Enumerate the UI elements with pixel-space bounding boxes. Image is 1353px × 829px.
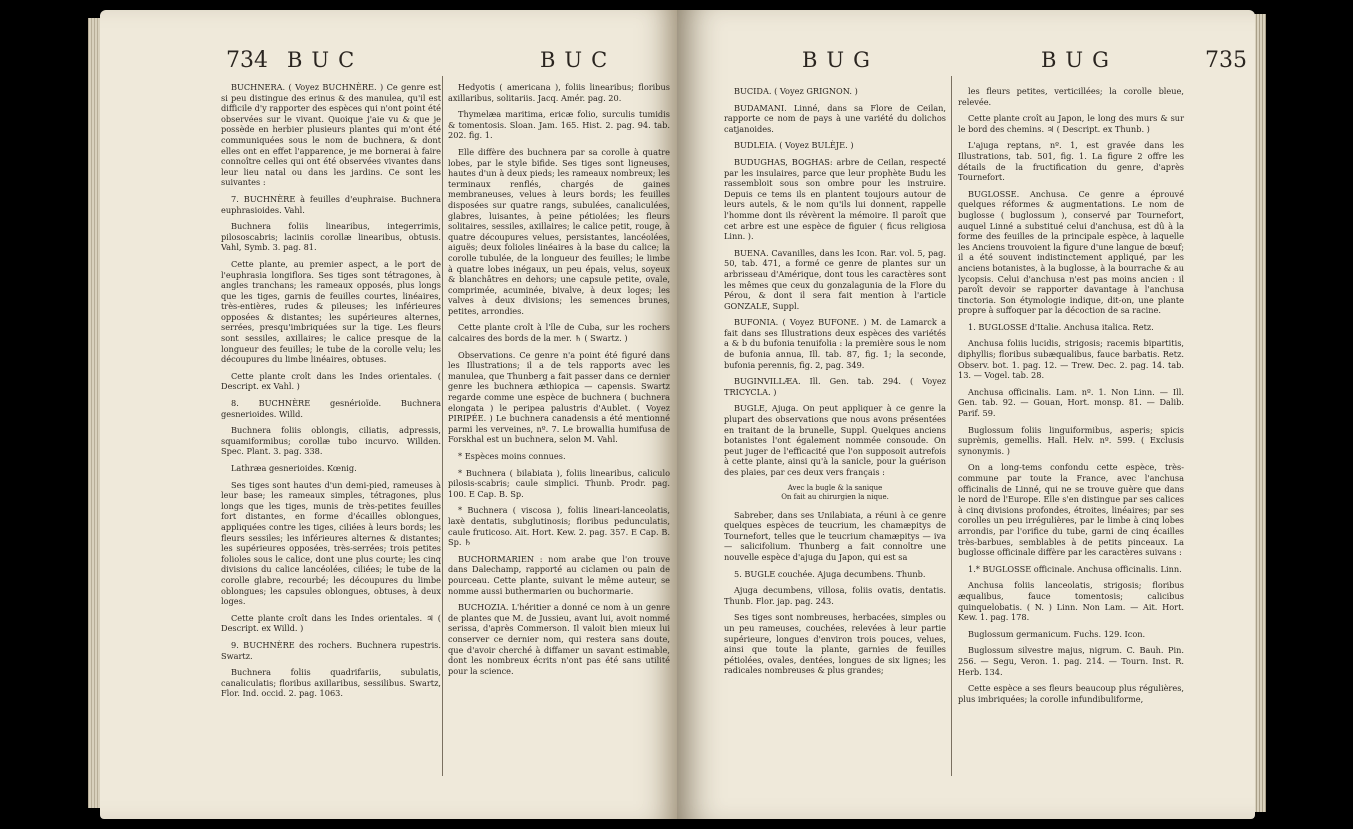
paragraph: Buchnera foliis quadrifariis, subulatis, canaliculatis; floribus axillaribus, sessilibus. Swartz, Flor. Ind. occid. 2. pag. 1063. xyxy=(221,667,441,699)
running-head-right: BUG xyxy=(1041,48,1118,72)
paragraph: Ajuga decumbens, villosa, foliis ovatis, dentatis. Thunb. Flor. jap. pag. 243. xyxy=(724,585,946,606)
paragraph: Buchnera foliis oblongis, ciliatis, adpressis, squamiformibus; corollæ tubo incurvo. Willden. Spec. Plant. 3. pag. 338. xyxy=(221,425,441,457)
paragraph: Lathræa gesnerioides. Kœnig. xyxy=(231,463,357,473)
text-column-2 xyxy=(448,82,670,682)
paragraph: Cette plante croît dans les Indes orientales. ( Descript. ex Vahl. ) xyxy=(221,370,441,392)
paragraph: BUFONIA. ( Voyez BUFONE. ) M. de Lamarck a fait dans ses Illustrations deux espèces des variétés a & b du bufonia tenuifolia : la première sous le nom de bufonia annua, Ill. tab. 87, fig. 1; la seconde, bufonia perennis, fig. 2, pag. 349. xyxy=(724,317,946,370)
paragraph: Cette plante, au premier aspect, a le port de l'euphrasia longiflora. Ses tiges sont tétragones, à angles tranchans; les rameaux opposés, plus longs que les tiges, garnis de feuilles courtes, linéaires, très-entières, rudes & pileuses; les inférieures opposées & distantes; les supérieures alternes, serrées, presqu'imbriquées sur la tige. Les fleurs sont sessiles, axillaires; le calice presque de la longueur des feuilles; le tube de la corolle velu; les découpures du limbe linéaires, obtuses. xyxy=(221,258,441,365)
paragraph: BUDAMANI. Linné, dans sa Flore de Ceilan, rapporte ce nom de pays à une variété du dolichos catjanoides. xyxy=(724,102,946,134)
paragraph: Buglossum germanicum. Fuchs. 129. Icon. xyxy=(968,628,1146,639)
paragraph: BUGLE, Ajuga. On peut appliquer à ce genre la plupart des observations que nous avons présentées en traitant de la brunelle, Suppl. Quelques anciens botanistes l'ont également nommée consoude. On peut juger de l'efficacité que l'on supposoit autrefois à cette plante, ainsi qu'à la sanicle, pour la guérison des plaies, par ces deux vers français : xyxy=(724,403,946,477)
paragraph: Buglossum foliis linguiformibus, asperis; spicis suprèmis, gemellis. Hall. Helv. nº. 599. ( Exclusis synonymis. ) xyxy=(958,424,1184,456)
paragraph: BUGLOSSE. Anchusa. Ce genre a éprouvé quelques réformes & augmentations. Le nom de buglosse ( buglossum ), conservé par Tournefort, auquel Linné a substitué celui d'anchusa, est dû à la forme des feuilles de la principale espèce, à laquelle les Anciens trouvoient la figure d'une langue de bœuf; il a été souvent indistinctement appliqué, par les anciens botanistes, à la buglosse, à la bourrache & au lycopsis. Celui d'anchusa n'est pas moins ancien : il paroît devoir se rapporter davantage à l'anchusa tinctoria. Son étymologie indique, dit-on, une plante propre à suffoquer par la décoction de sa racine. xyxy=(958,188,1184,316)
paragraph: Anchusa officinalis. Lam. nº. 1. Non Linn. — Ill. Gen. tab. 92. — Gouan, Hort. monsp. 81. — Dalib. Parif. 59. xyxy=(958,386,1184,419)
page-number: 734 xyxy=(226,48,268,73)
paragraph: On a long-tems confondu cette espèce, très-commune par toute la France, avec l'anchusa officinalis de Linné, qui ne se trouve guère que dans le nord de l'Europe. Elle s'en distingue par ses calices à cinq divisions profondes, étroites, linéaires; par ses corolles un peu irrégulières, par le limbe à cinq lobes arrondis, par l'orifice du tube, garni de cinq écailles très-barbues, semblables à de petits pinceaux. La buglosse officinale diffère par les caractères suivans : xyxy=(958,462,1184,558)
paragraph: BUENA. Cavanilles, dans les Icon. Rar. vol. 5, pag. 50, tab. 471, a formé ce genre de plantes sur un arbrisseau d'Amérique, dont tous les caractères sont les mêmes que ceux du gonzalagunia de la Flore du Pérou, & dont il sera fait mention à l'article GONZALE, Suppl. xyxy=(724,247,946,311)
paragraph: * Espèces moins connues. xyxy=(458,451,566,461)
paragraph: Thymelæa maritima, ericæ folio, surculis tumidis & tomentosis. Sloan. Jam. 165. Hist. 2. pag. 94. tab. 202. fig. 1. xyxy=(448,109,670,141)
paragraph: Hedyotis ( americana ), foliis linearibus; floribus axillaribus, solitariis. Jacq. Amér. pag. 20. xyxy=(448,82,670,103)
paragraph: 7. BUCHNÈRE à feuilles d'euphraise. Buchnera euphrasioides. Vahl. xyxy=(221,193,441,215)
paragraph: BUDLEIA. ( Voyez BULÈJE. ) xyxy=(734,140,854,151)
paragraph: 1.* BUGLOSSE officinale. Anchusa officinalis. Linn. xyxy=(968,563,1182,574)
paragraph: * Buchnera ( viscosa ), foliis lineari-lanceolatis, laxè dentatis, subglutinosis; floribus pedunculatis, caule fruticoso. Ait. Hort. Kew. 2. pag. 357. E Cap. B. Sp. ♄ xyxy=(448,505,670,548)
paragraph: Ses tiges sont hautes d'un demi-pied, rameuses à leur base; les rameaux simples, tétragones, plus longs que les tiges, munis de très-petites feuilles fort distantes, en forme d'écailles oblongues, appliquées contre les tiges, ciliées à leurs bords; les fleurs sessiles; les inférieures alternes & distantes; les supérieures opposées, très-serrées; trois petites folioles sous le calice, dont une plus courte; les cinq divisions du calice lancéolées, ciliées; le tube de la corolle glabre, recourbé; les découpures du limbe oblongues; les capsules oblongues, obtuses, à deux loges. xyxy=(221,479,441,607)
paragraph: 5. BUGLE couchée. Ajuga decumbens. Thunb. xyxy=(734,568,926,579)
paragraph: 8. BUCHNÈRE gesnérioïde. Buchnera gesnerioides. Willd. xyxy=(221,398,441,419)
paragraph: BUCHORMARIEN : nom arabe que l'on trouve dans Dalechamp, rapporté au ciclamen ou pain de pourceau. Cette plante, suivant le même auteur, se nomme aussi buthermarien ou buchormarie. xyxy=(448,553,670,596)
verse-line: Avec la bugle & la sanique xyxy=(787,483,883,492)
paragraph: Sabreber, dans ses Unilabiata, a réuni à ce genre quelques espèces de teucrium, les chamæpitys de Tournefort, telles que le teucrium chamæpitys — iva — salicifolium. Thunberg a fait connoître une nouvelle espèce d'ajuga du Japon, qui est sa xyxy=(724,509,946,562)
paragraph: Buchnera foliis linearibus, integerrimis, pilososcabris; laciniis corollæ linearibus, obtusis. Vahl, Symb. 3. pag. 81. xyxy=(221,221,441,253)
text-column-1 xyxy=(221,82,441,705)
column-rule xyxy=(951,76,952,776)
paragraph: Anchusa foliis lanceolatis, strigosis; floribus æqualibus, fauce tomentosis; calicibus quinquelobatis. ( N. ) Linn. Non Lam. — Ait. Hort. Kew. 1. pag. 178. xyxy=(958,580,1184,623)
paragraph: Cette plante croît dans les Indes orientales. ♃ ( Descript. ex Willd. ) xyxy=(221,612,441,634)
running-head-left: BUG xyxy=(802,48,879,72)
running-head-left: BUC xyxy=(287,48,364,72)
paragraph: BUGINVILLÆA. Ill. Gen. tab. 294. ( Voyez TRICYCLA. ) xyxy=(724,376,946,397)
page-number: 735 xyxy=(1205,48,1247,73)
book-edge-right xyxy=(1254,14,1266,812)
verse-line: On fait au chirurgien la nique. xyxy=(781,492,889,501)
paragraph: 1. BUGLOSSE d'Italie. Anchusa italica. Retz. xyxy=(968,321,1154,332)
paragraph: Elle diffère des buchnera par sa corolle à quatre lobes, par le style bifide. Ses tiges sont ligneuses, hautes d'un à deux pieds; les rameaux nombreux; les terminaux renflés, chargés de gaines membraneuses, velues à leurs bords; les feuilles disposées sur quatre rangs, subulées, canaliculées, glabres, luisantes, à peine pétiolées; les fleurs solitaires, sessiles, axillaires; le calice petit, rouge, à quatre découpures velues, persistantes, lancéolées, aiguës; deux folioles linéaires à la base du calice; la corolle tubulée, de la longueur des feuilles; le limbe à quatre lobes inégaux, un peu épais, velus, soyeux & blanchâtres en dehors; une capsule petite, ovale, comprimée, acuminée, bivalve, à deux loges; les valves à deux divisions; les semences brunes, petites, arrondies. xyxy=(448,146,670,316)
paragraph: Cette espèce a ses fleurs beaucoup plus régulières, plus imbriquées; la corolle infundibuliforme, xyxy=(958,683,1184,704)
verse-quote xyxy=(724,484,946,502)
paragraph: L'ajuga reptans, nº. 1, est gravée dans les Illustrations, tab. 501, fig. 1. La figure 2 offre les détails de la fructification du genre, d'après Tournefort. xyxy=(958,140,1184,183)
right-page xyxy=(677,10,1255,819)
paragraph: Cette plante croît à l'île de Cuba, sur les rochers calcaires des bords de la mer. ♄ ( Swartz. ) xyxy=(448,322,670,344)
text-column-1 xyxy=(724,86,946,682)
running-head-right: BUC xyxy=(540,48,617,72)
paragraph: Ses tiges sont nombreuses, herbacées, simples ou un peu rameuses, couchées, relevées à leur partie supérieure, longues d'environ trois pouces, velues, ainsi que toute la plante, garnies de feuilles pétiolées, ovales, dentées, longues de six lignes; les radicales nombreuses & plus grandes; xyxy=(724,612,946,676)
column-rule xyxy=(442,76,443,776)
paragraph: Cette plante croît au Japon, le long des murs & sur le bord des chemins. ♃ ( Descript. ex Thunb. ) xyxy=(958,113,1184,134)
paragraph: BUCIDA. ( Voyez GRIGNON. ) xyxy=(734,86,858,96)
left-page xyxy=(100,10,677,819)
paragraph: Observations. Ce genre n'a point été figuré dans les Illustrations; il a de tels rapports avec les manulea, que Thunberg a fait passer dans ce dernier genre les buchnera æthiopica — capensis. Swartz regarde comme une espèce de buchnera ( buchnera elongata ) le peripea palustris d'Aublet. ( Voyez PIRIPÉE. ) Le buchnera canadensis a été mentionné parmi les verveines, nº. 7. Le browallia humifusa de Forskhal est un buchnera, selon M. Vahl. xyxy=(448,349,670,445)
paragraph: Anchusa foliis lucidis, strigosis; racemis bipartitis, diphyllis; floribus subæqualibus, fauce barbatis. Retz. Observ. bot. 1. pag. 12. — Trew. Dec. 2. pag. 14. tab. 13. — Vogel. tab. 28. xyxy=(958,338,1184,381)
paragraph: 9. BUCHNÈRE des rochers. Buchnera rupestris. Swartz. xyxy=(221,639,441,661)
paragraph: BUDUGHAS, BOGHAS: arbre de Ceilan, respecté par les insulaires, parce que leur prophète Budu les rassembloit sous son ombre pour les instruire. Depuis ce tems ils en plantent toujours autour de leurs autels, & le nom qu'ils lui donnent, rappelle l'homme dont ils révèrent la mémoire. Il paroît que cet arbre est une espèce de figuier ( ficus religiosa Linn. ). xyxy=(724,156,946,242)
paragraph: BUCHNERA. ( Voyez BUCHNÈRE. ) Ce genre est si peu distingue des erinus & des manulea, qu'il est difficile d'y rapporter des espèces qui n'ont point été observées sur le vivant. Quoique j'aie vu & que je possède en herbier plusieurs plantes qui m'ont été communiquées sous le nom de buchnera, & dont elles ont en effet l'apparence, je me bornerai à faire connoître celles qui ont été observées vivantes dans leur lieu natal ou dans les jardins. Ce sont les suivantes : xyxy=(221,82,441,188)
text-column-2 xyxy=(958,86,1184,710)
paragraph: les fleurs petites, verticillées; la corolle bleue, relevée. xyxy=(958,86,1184,107)
paragraph: BUCHOZIA. L'héritier a donné ce nom à un genre de plantes que M. de Jussieu, avant lui, avoit nommé serissa, d'après Commerson. Il valoit bien mieux lui conserver ce dernier nom, qui restera sans doute, que d'avoir cherché à diffamer un savant estimable, dont les nombreux écrits n'ont pas été sans utilité pour la science. xyxy=(448,602,670,676)
paragraph: * Buchnera ( bilabiata ), foliis linearibus, caliculo pilosis-scabris; caule simplici. Thunb. Prodr. pag. 100. E Cap. B. Sp. xyxy=(448,467,670,499)
paragraph: Buglossum silvestre majus, nigrum. C. Bauh. Pin. 256. — Segu, Veron. 1. pag. 214. — Tourn. Inst. R. Herb. 134. xyxy=(958,645,1184,677)
